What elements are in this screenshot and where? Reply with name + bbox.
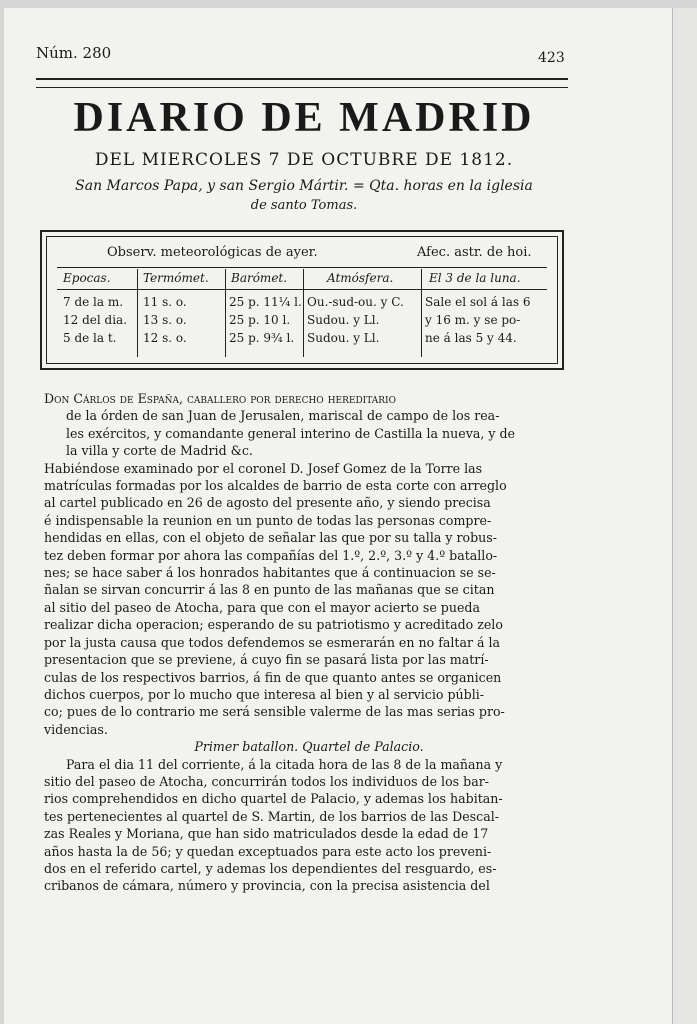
row3-termometro: 12 s. o. (143, 331, 187, 345)
text-line: rios comprehendidos en dicho quartel de Palacio, y ademas los habitan- (44, 791, 503, 807)
row1-luna: Sale el sol á las 6 (425, 295, 531, 309)
col-separator (137, 269, 138, 357)
decree-heading: Don Cárlos de España, caballero por derecho hereditario (44, 391, 396, 406)
row2-atmosfera: Sudou. y Ll. (307, 313, 380, 327)
text-line: matrículas formadas por los alcaldes de barrio de esta corte con arreglo (44, 478, 507, 494)
date-line: DEL MIERCOLES 7 DE OCTUBRE DE 1812. (94, 150, 514, 170)
weather-table (40, 230, 564, 370)
row1-termometro: 11 s. o. (143, 295, 187, 309)
page-edge (672, 8, 697, 1024)
text-line: al sitio del paseo de Atocha, para que con el mayor acierto se pueda (44, 599, 480, 615)
text-line: Habiéndose examinado por el coronel D. Josef Gomez de la Torre las (44, 460, 483, 476)
columns-divider (57, 289, 547, 290)
text-line: les exércitos, y comandante general interino de Castilla la nueva, y de (66, 425, 515, 441)
weather-heading-right: Afec. astr. de hoi. (417, 245, 532, 260)
row3-atmosfera: Sudou. y Ll. (307, 331, 380, 345)
weather-divider (57, 267, 547, 268)
text-line: ñalan se sirvan concurrir á las 8 en punto de las mañanas que se citan (44, 582, 495, 598)
col-termometro: Termómet. (143, 271, 209, 285)
row3-barometro: 25 p. 9¾ l. (229, 331, 295, 345)
text-line: la villa y corte de Madrid &c. (66, 443, 253, 459)
weather-heading-left: Observ. meteorológicas de ayer. (107, 245, 318, 260)
col-atmosfera: Atmósfera. (327, 271, 394, 285)
text-line: co; pues de lo contrario me será sensible valerme de las mas serias pro- (44, 704, 505, 720)
text-line: tes pertenecientes al quartel de S. Martin, de los barrios de las Descal- (44, 808, 499, 824)
col-separator (225, 269, 226, 357)
section-heading: Primer batallon. Quartel de Palacio. (194, 739, 424, 755)
text-line: cribanos de cámara, número y provincia, con la precisa asistencia del (44, 878, 490, 894)
text-line: culas de los respectivos barrios, á fin de que quanto antes se organicen (44, 669, 502, 685)
text-line: por la justa causa que todos defendemos se esmerarán en no faltar á la (44, 634, 501, 650)
text-line: dichos cuerpos, por lo mucho que interesa al bien y al servicio públi- (44, 686, 485, 702)
text-line: é indispensable la reunion en un punto de todas las personas compre- (44, 512, 492, 528)
text-line: de la órden de san Juan de Jerusalen, mariscal de campo de los rea- (66, 408, 500, 424)
saints-line-1: San Marcos Papa, y san Sergio Mártir. = Qta. horas en la iglesia (75, 178, 533, 194)
text-line: Para el dia 11 del corriente, á la citada hora de las 8 de la mañana y (66, 756, 503, 772)
newspaper-page (4, 8, 672, 1024)
text-line: realizar dicha operacion; esperando de su patriotismo y acreditado zelo (44, 617, 503, 633)
saints-line-2: de santo Tomas. (250, 198, 358, 213)
text-line: nes; se hace saber á los honrados habitantes que á continuacion se se- (44, 565, 496, 581)
text-line: años hasta la de 56; y quedan exceptuados para este acto los preveni- (44, 843, 492, 859)
row1-epoca: 7 de la m. (63, 295, 124, 309)
row1-atmosfera: Ou.-sud-ou. y C. (307, 295, 404, 309)
row2-epoca: 12 del dia. (63, 313, 128, 327)
col-separator (303, 269, 304, 357)
text-line: al cartel publicado en 26 de agosto del presente año, y siendo precisa (44, 495, 491, 511)
col-epocas: Epocas. (63, 271, 111, 285)
row2-termometro: 13 s. o. (143, 313, 187, 327)
row2-luna: y 16 m. y se po- (425, 313, 521, 327)
col-luna: El 3 de la luna. (429, 271, 521, 285)
col-barometro: Barómet. (231, 271, 288, 285)
text-line: hendidas en ellas, con el objeto de señalar las que por su talla y robus- (44, 530, 497, 546)
text-line: presentacion que se previene, á cuyo fin se pasará lista por las matrí- (44, 652, 489, 668)
row3-epoca: 5 de la t. (63, 331, 117, 345)
masthead-title: DIARIO DE MADRID (73, 95, 535, 141)
text-line: sitio del paseo de Atocha, concurrirán todos los individuos de los bar- (44, 773, 489, 789)
article-body (44, 390, 574, 895)
text-line: tez deben formar por ahora las compañías del 1.º, 2.º, 3.º y 4.º batallo- (44, 547, 498, 563)
text-line: zas Reales y Moriana, que han sido matriculados desde la edad de 17 (44, 826, 489, 842)
text-line: dos en el referido cartel, y ademas los dependientes del resguardo, es- (44, 860, 497, 876)
page-number: 423 (538, 50, 565, 66)
issue-number: Núm. 280 (36, 44, 112, 62)
row3-luna: ne á las 5 y 44. (425, 331, 517, 345)
col-separator (421, 269, 422, 357)
text-line: videncias. (44, 721, 108, 737)
row2-barometro: 25 p. 10 l. (229, 313, 291, 327)
header-rule (36, 78, 568, 88)
row1-barometro: 25 p. 11¼ l. (229, 295, 302, 309)
